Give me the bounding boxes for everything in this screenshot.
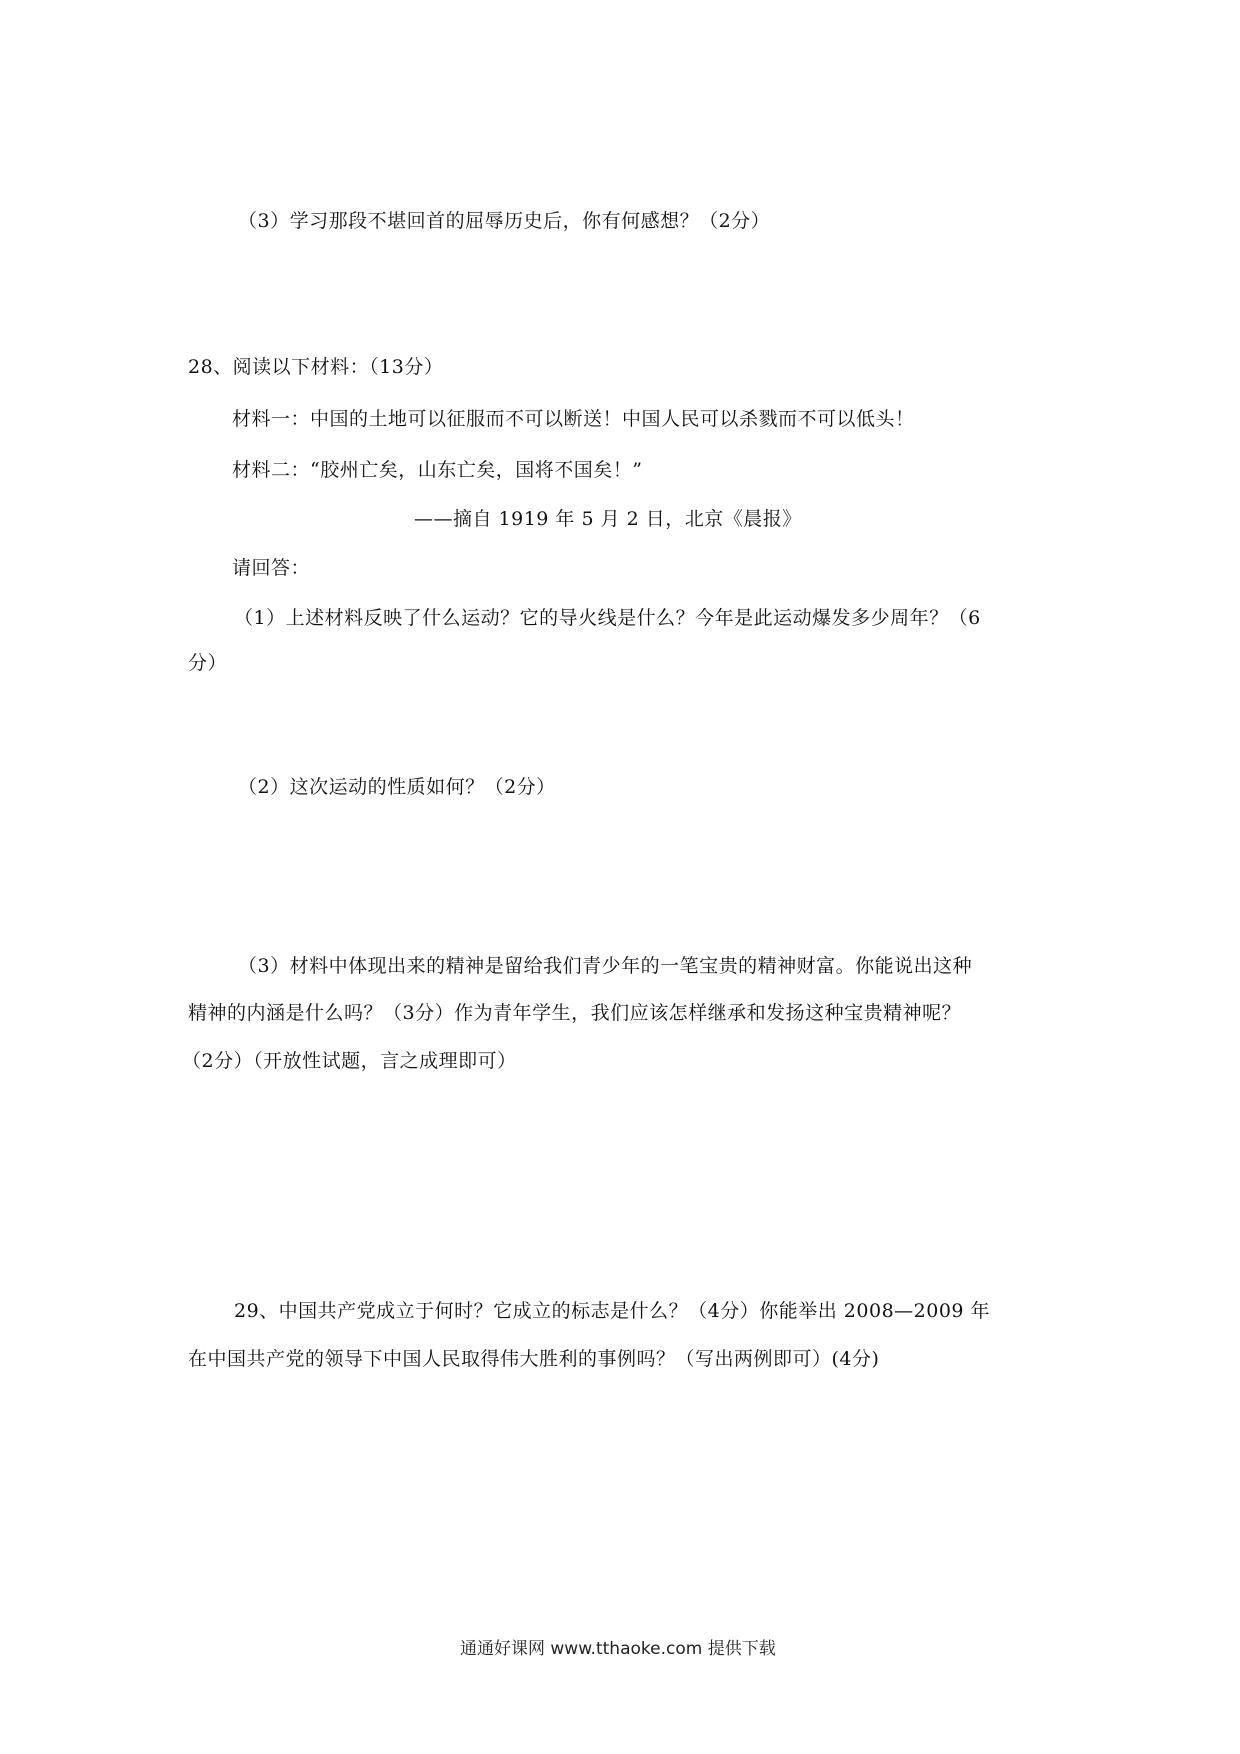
q28-part1-line1: （1）上述材料反映了什么运动？它的导火线是什么？今年是此运动爆发多少周年？（6 bbox=[234, 607, 981, 629]
q28-material2: 材料二：“胶州亡矣，山东亡矣，国将不国矣！” bbox=[232, 459, 643, 481]
q28-prompt: 请回答： bbox=[232, 557, 311, 579]
q28-heading: 28、阅读以下材料：（13分） bbox=[188, 356, 444, 378]
q28-source: ——摘自 1919 年 5 月 2 日，北京《晨报》 bbox=[414, 508, 802, 530]
q27-part3: （3）学习那段不堪回首的屈辱历史后，你有何感想？（2分） bbox=[238, 210, 771, 232]
q28-part3-line3: （2分）（开放性试题，言之成理即可） bbox=[182, 1050, 517, 1072]
q28-part3-line2: 精神的内涵是什么吗？（3分）作为青年学生，我们应该怎样继承和发扬这种宝贵精神呢？ bbox=[188, 1002, 962, 1024]
footer-text: 通通好课网 www.tthaoke.com 提供下载 bbox=[460, 1639, 776, 1659]
q28-part2: （2）这次运动的性质如何？（2分） bbox=[238, 776, 556, 798]
q28-material1: 材料一：中国的土地可以征服而不可以断送！中国人民可以杀戮而不可以低头！ bbox=[232, 408, 915, 430]
q29-line2: 在中国共产党的领导下中国人民取得伟大胜利的事例吗？（写出两例即可）(4分) bbox=[188, 1348, 880, 1370]
q29-line1: 29、中国共产党成立于何时？它成立的标志是什么？（4分）你能举出 2008—2009 年 bbox=[234, 1300, 991, 1322]
q28-part3-line1: （3）材料中体现出来的精神是留给我们青少年的一笔宝贵的精神财富。你能说出这种 bbox=[238, 955, 973, 977]
q28-part1-line2: 分） bbox=[188, 652, 228, 674]
